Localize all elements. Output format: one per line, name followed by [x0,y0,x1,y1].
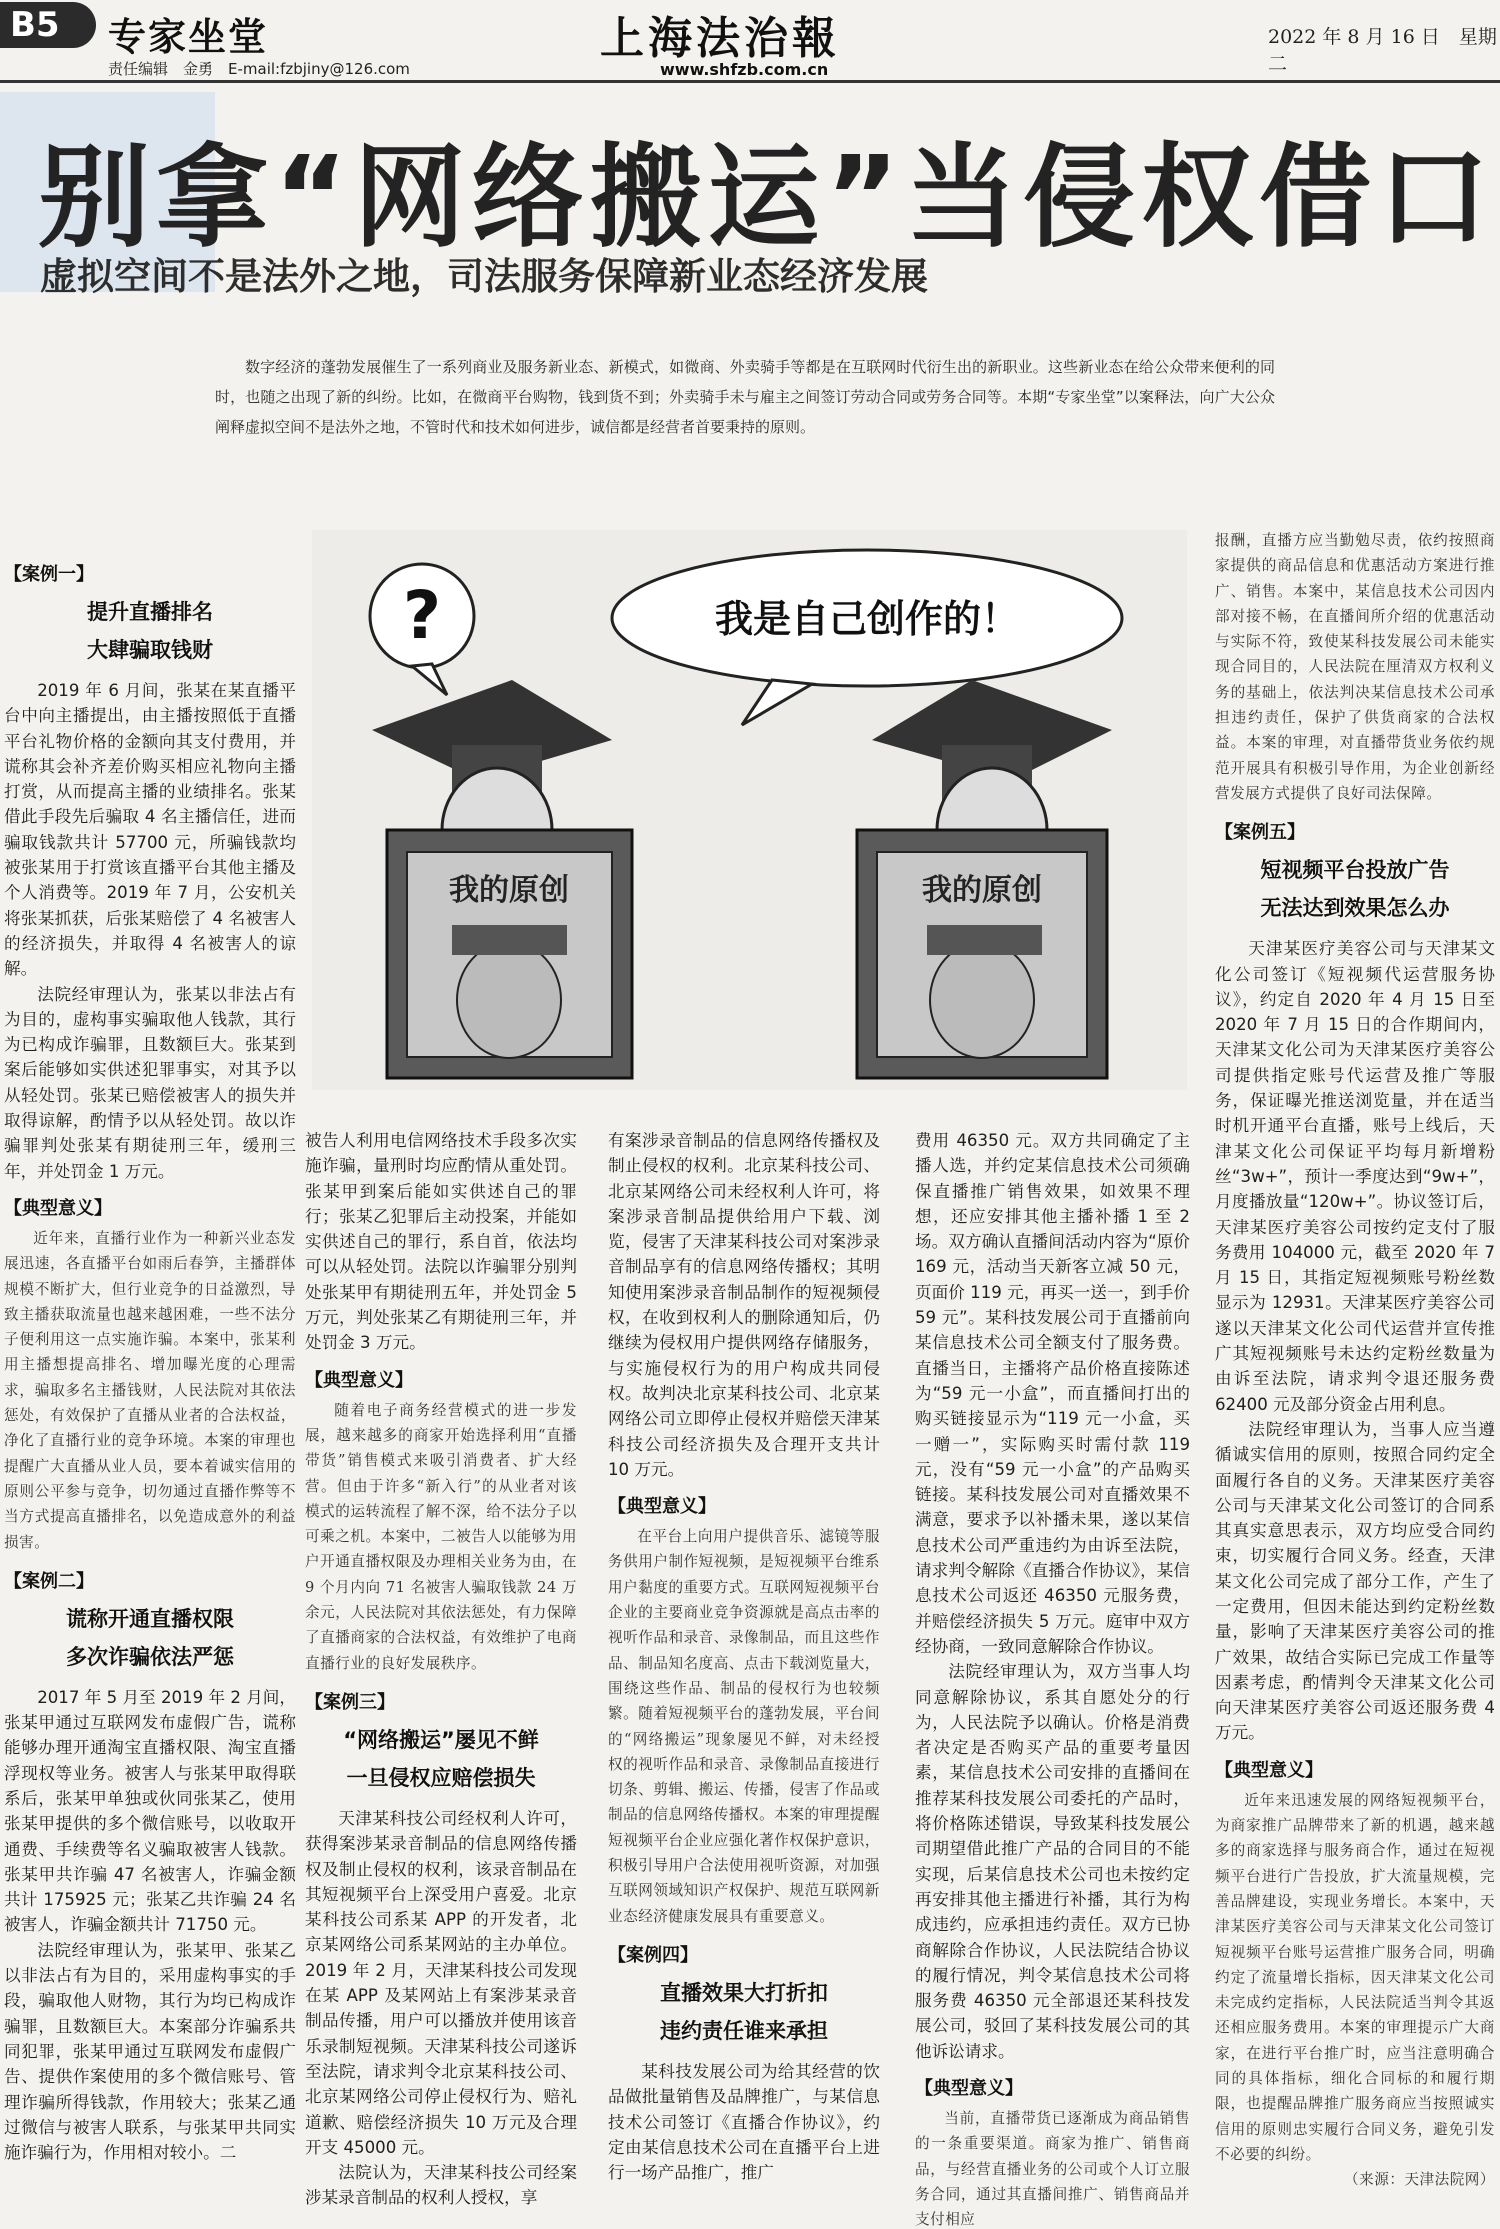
significance-body: 在平台上向用户提供音乐、滤镜等服务供用户制作短视频，是短视频平台维系用户黏度的重要方式。互联网短视频平台企业的主要商业竞争资源就是高点击率的视听作品和录音、录像制品，而且这些作品、制品知名度高、点击下载浏览量大，围绕这些作品、制品的侵权行为也较频繁。随着短视频平台的蓬勃发展，平台间的“网络搬运”现象屡见不鲜，对未经授权的视听作品和录音、录像制品直接进行切条、剪辑、搬运、传播，侵害了作品或制品的信息网络传播权。本案的审理提醒短视频平台企业应强化著作权保护意识，积极引导用户合法使用视听资源，对加强互联网领域知识产权保护、规范互联网新业态经济健康发展具有重要意义。 [608,1528,880,1925]
case-title: 大肆骗取钱财 [87,638,213,662]
significance-tag: 【典型意义】 [4,1197,112,1219]
case-title: 违约责任谁来承担 [660,2018,828,2043]
significance-body: 报酬，直播方应当勤勉尽责，依约按照商家提供的商品信息和优惠活动方案进行推广、销售。本案中，某信息技术公司因内部对接不畅，在直播间所介绍的优惠活动与实际不符，致使某科技发展公司未能实现合同目的，人民法院在厘清双方权利义务的基础上，依法判决某信息技术公司承担违约责任，保护了供货商家的合法权益。本案的审理，对直播带货业务依约规范开展具有积极引导作用，为企业创新经营发展方式提供了良好司法保障。 [1215,532,1495,802]
case-body: 有案涉录音制品的信息网络传播权及制止侵权的权利。北京某科技公司、北京某网络公司未经权利人许可，将案涉录音制品提供给用户下载、浏览，侵害了天津某科技公司对案涉录音制品享有的信息网络传播权；其明知使用案涉录音制品制作的短视频侵权，在收到权利人的删除通知后，仍继续为侵权用户提供网络存储服务，与实施侵权行为的用户构成共同侵权。故判决北京某科技公司、北京某网络公司立即停止侵权并赔偿天津某科技公司经济损失及合理开支共计 10 万元。 [608,1131,880,1479]
column-5 [1215,528,1495,2228]
question-mark: ? [402,577,442,654]
website-url[interactable]: www.shfzb.com.cn [660,60,829,79]
article-headline: 别拿“网络搬运”当侵权借口 [38,133,1496,263]
editor-line: 责任编辑 金勇 E-mail:fzbjiny@126.com [108,60,410,78]
case-tag: 【案例四】 [608,1944,698,1966]
case-body: 被告人利用电信网络技术手段多次实施诈骗，量刑时均应酌情从重处罚。张某甲到案后能如实供述自己的罪行；张某乙犯罪后主动投案，并能如实供述自己的罪行，系自首，依法均可以从轻处罚。法院以诈骗罪分别判处张某甲有期徒刑五年，并处罚金 5 万元，判处张某乙有期徒刑三年，并处罚金 3 万元。 [305,1131,577,1353]
case-body: 法院经审理认为，双方当事人均同意解除协议，系其自愿处分的行为，人民法院予以确认。价格是消费者决定是否购买产品的重要考量因素，某信息技术公司安排的直播间在推荐某科技发展公司委托的产品时，将价格陈述错误，导致某科技发展公司期望借此推广产品的合同目的不能实现，后某信息技术公司也未按约定再安排其他主播进行补播，其行为构成违约，应承担违约责任。双方已协商解除合作协议，人民法院结合协议的履行情况，判令某信息技术公司将服务费 46350 元全部退还某科技发展公司，驳回了某科技发展公司的其他诉讼请求。 [915,1662,1190,2061]
cartoon-illustration [312,530,1187,1090]
case-body: 法院经审理认为，张某甲、张某乙以非法占有为目的，采用虚构事实的手段，骗取他人财物，其行为均已构成诈骗罪，且数额巨大。本案部分诈骗系共同犯罪，张某甲通过互联网发布虚假广告、提供作案使用的多个微信账号、管理诈骗所得钱款，作用较大；张某乙通过微信与被害人联系，与张某甲共同实施诈骗行为，作用相对较小。二 [4,1940,296,2163]
significance-body: 近年来，直播行业作为一种新兴业态发展迅速，各直播平台如雨后春笋，主播群体规模不断扩大，但行业竞争的日益激烈，导致主播获取流量也越来越困难，一些不法分子便利用这一点实施诈骗。本案中，张某利用主播想提高排名、增加曝光度的心理需求，骗取多名主播钱财，人民法院对其依法惩处，有效保护了直播从业者的合法权益，净化了直播行业的竞争环境。本案的审理也提醒广大直播从业人员，要本着诚实信用的原则公平参与竞争，切勿通过直播作弊等不当方式提高直播排名，以免造成意外的利益损害。 [4,1229,296,1551]
case-body: 2017 年 5 月至 2019 年 2 月间，张某甲通过互联网发布虚假广告，谎称能够办理开通淘宝直播权限、淘宝直播浮现权等业务。被害人与张某甲取得联系后，张某甲单独或伙同张某乙，使用张某甲提供的多个微信账号，以收取开通费、手续费等名义骗取被害人钱款。张某甲共诈骗 47 名被害人，诈骗金额共计 175925 元；张某乙共诈骗 24 名被害人，诈骗金额共计 71750 元。 [4,1687,296,1935]
case-title: “网络搬运”屡见不鲜 [343,1727,539,1752]
case-tag: 【案例二】 [4,1570,94,1592]
case-body: 某科技发展公司为给其经营的饮品做批量销售及品牌推广，与某信息技术公司签订《直播合作协议》，约定由某信息技术公司在直播平台上进行一场产品推广，推广 [608,2061,880,2183]
column-3 [608,1128,880,2228]
case-body: 天津某科技公司经权利人许可，获得案涉某录音制品的信息网络传播权及制止侵权的权利，该录音制品在其短视频平台上深受用户喜爱。北京某科技公司系某 APP 的开发者，北京某网络公司系某网站的主办单位。2019 年 2 月，天津某科技公司发现在某 APP 及某网站上有案涉某录音制品传播，用户可以播放并使用该音乐录制短视频。天津某科技公司遂诉至法院，请求判令北京某科技公司、北京某网络公司停止侵权行为、赔礼道歉、赔偿经济损失 10 万元及合理开支 45000 元。 [305,1808,577,2157]
case-tag: 【案例五】 [1215,822,1305,844]
column-name: 专家坐堂 [108,15,269,59]
significance-body: 近年来迅速发展的网络短视频平台，为商家推广品牌带来了新的机遇，越来越多的商家选择与服务商合作，通过在短视频平台进行广告投放，扩大流量规模，完善品牌建设，实现业务增长。本案中，天津某医疗美容公司与天津某文化公司签订短视频平台账号运营推广服务合同，明确约定了流量增长指标，因天津某文化公司未完成约定指标，人民法院适当判令其返还相应服务费用。本案的审理提示广大商家，在进行平台推广时，应当注意明确合同的具体指标，细化合同标的和履行期限，也提醒品牌推广服务商应当按照诚实信用的原则忠实履行合同义务，避免引发不必要的纠纷。 [1215,1791,1495,2163]
case-body: 费用 46350 元。双方共同确定了主播人选，并约定某信息技术公司须确保直播推广销售效果，如效果不理想，还应安排其他主播补播 1 至 2 场。双方确认直播间活动内容为“原价 169 元，活动当天新客立减 50 元，页面价 119 元，再买一送一，到手价 59 元”。某科技发展公司于直播前向某信息技术公司全额支付了服务费。直播当日，主播将产品价格直接陈述为“59 元一小盒”，而直播间打出的购买链接显示为“119 元一小盒，买一赠一”，实际购买时需付款 119 元，没有“59 元一小盒”的产品购买链接。某科技发展公司对直播效果不满意，要求予以补播未果，遂以某信息技术公司严重违约为由诉至法院，请求判令解除《直播合作协议》，某信息技术公司返还 46350 元服务费，并赔偿经济损失 5 万元。庭审中双方经协商，一致同意解除合作协议。 [915,1131,1190,1656]
case-title: 谎称开通直播权限 [66,1606,234,1631]
left-figure [372,680,632,1078]
significance-tag: 【典型意义】 [305,1369,413,1391]
case-title: 一旦侵权应赔偿损失 [346,1765,536,1790]
significance-tag: 【典型意义】 [915,2077,1023,2099]
case-body: 法院经审理认为，张某以非法占有为目的，虚构事实骗取他人钱款，其行为已构成诈骗罪，且数额巨大。张某到案后能够如实供述犯罪事实，对其予以从轻处罚。张某已赔偿被害人的损失并取得谅解，酌情予以从轻处罚。故以诈骗罪判处张某有期徒刑三年，缓刑三年，并处罚金 1 万元。 [4,984,296,1181]
speech-text: 我是自己创作的！ [714,597,1020,641]
case-body: 法院认为，天津某科技公司经案涉某录音制品的权利人授权，享 [305,2163,577,2208]
column-4 [915,1128,1190,2228]
significance-body: 随着电子商务经营模式的进一步发展，越来越多的商家开始选择利用“直播带货”销售模式来吸引消费者、扩大经营。但由于许多“新入行”的从业者对该模式的运转流程了解不深，给不法分子以可乘之机。本案中，二被告人以能够为用户开通直播权限及办理相关业务为由，在 9 个月内向 71 名被害人骗取钱款 24 万余元，人民法院对其依法惩处，有力保障了直播商家的合法权益，有效维护了电商直播行业的良好发展秩序。 [305,1401,577,1672]
article-source: （来源：天津法院网） [1344,2171,1495,2189]
case-tag: 【案例三】 [305,1691,395,1713]
significance-tag: 【典型意义】 [608,1496,716,1518]
header-rule [0,80,1500,83]
newspaper-masthead: 上海法治報 [600,13,840,64]
column-1 [4,548,296,2228]
board-label-right: 我的原创 [922,873,1042,908]
issue-date: 2022 年 8 月 16 日 星期二 [1268,26,1497,75]
significance-tag: 【典型意义】 [1215,1759,1323,1781]
page-number-badge: B5 [0,2,96,48]
case-title: 短视频平台投放广告 [1260,858,1450,883]
case-tag: 【案例一】 [4,564,94,585]
article-lead: 数字经济的蓬勃发展催生了一系列商业及服务新业态、新模式，如微商、外卖骑手等都是在互联网时代衍生出的新职业。这些新业态在给公众带来便利的同时，也随之出现了新的纠纷。比如，在微商平台购物，钱到货不到；外卖骑手未与雇主之间签订劳动合同或劳务合同等。本期“专家坐堂”以案释法，向广大公众阐释虚拟空间不是法外之地，不管时代和技术如何进步，诚信都是经营者首要秉持的原则。 [215,358,1275,436]
significance-body: 当前，直播带货已逐渐成为商品销售的一条重要渠道。商家为推广、销售商品，与经营直播业务的公司或个人订立服务合同，通过其直播间推广、销售商品并支付相应 [915,2109,1190,2228]
case-title: 直播效果大打折扣 [660,1980,828,2005]
case-title: 多次诈骗依法严惩 [66,1644,234,1669]
column-2 [305,1128,577,2228]
article-subtitle: 虚拟空间不是法外之地，司法服务保障新业态经济发展 [40,255,928,298]
right-figure [857,680,1112,1078]
board-label-left: 我的原创 [449,873,569,908]
case-title: 无法达到效果怎么办 [1260,896,1450,921]
case-body: 2019 年 6 月间，张某在某直播平台中向主播提出，由主播按照低于直播平台礼物价格的金额向其支付费用，并谎称其会补齐差价购买相应礼物向主播打赏，从而提高主播的业绩排名。张某借此手段先后骗取 4 名主播信任，进而骗取钱款共计 57700 元，所骗钱款均被张某用于打赏该直播平台其他主播及个人消费等。2019 年 7 月，公安机关将张某抓获，后张某赔偿了 4 名被害人的经济损失，并取得 4 名被害人的谅解。 [4,681,296,979]
case-body: 天津某医疗美容公司与天津某文化公司签订《短视频代运营服务协议》，约定自 2020 年 4 月 15 日至 2020 年 7 月 15 日的合作期间内，天津某文化公司为天津某医疗美容公司提供指定账号代运营及推广等服务，保证曝光推送浏览量，并在适当时机开通平台直播，账号上线后，天津某文化公司保证平均每月新增粉丝“3w+”，预计一季度达到“9w+”，月度播放量“120w+”。协议签订后，天津某医疗美容公司按约定支付了服务费用 104000 元，截至 2020 年 7 月 15 日，其指定短视频账号粉丝数显示为 12931。天津某医疗美容公司遂以天津某文化公司代运营并宣传推广其短视频账号未达约定粉丝数量为由诉至法院，请求判令退还服务费 62400 元及部分资金占用利息。 [1215,939,1495,1414]
case-body: 法院经审理认为，当事人应当遵循诚实信用的原则，按照合同约定全面履行各自的义务。天津某医疗美容公司与天津某文化公司签订的合同系其真实意思表示，双方均应受合同约束，切实履行合同义务。经查，天津某文化公司完成了部分工作，产生了一定费用，但因未能达到约定粉丝数量，影响了天津某医疗美容公司的推广效果，故结合实际已完成工作量等因素考虑，酌情判令天津某文化公司向天津某医疗美容公司返还服务费 4 万元。 [1215,1419,1495,1743]
case-title: 提升直播排名 [87,600,213,624]
